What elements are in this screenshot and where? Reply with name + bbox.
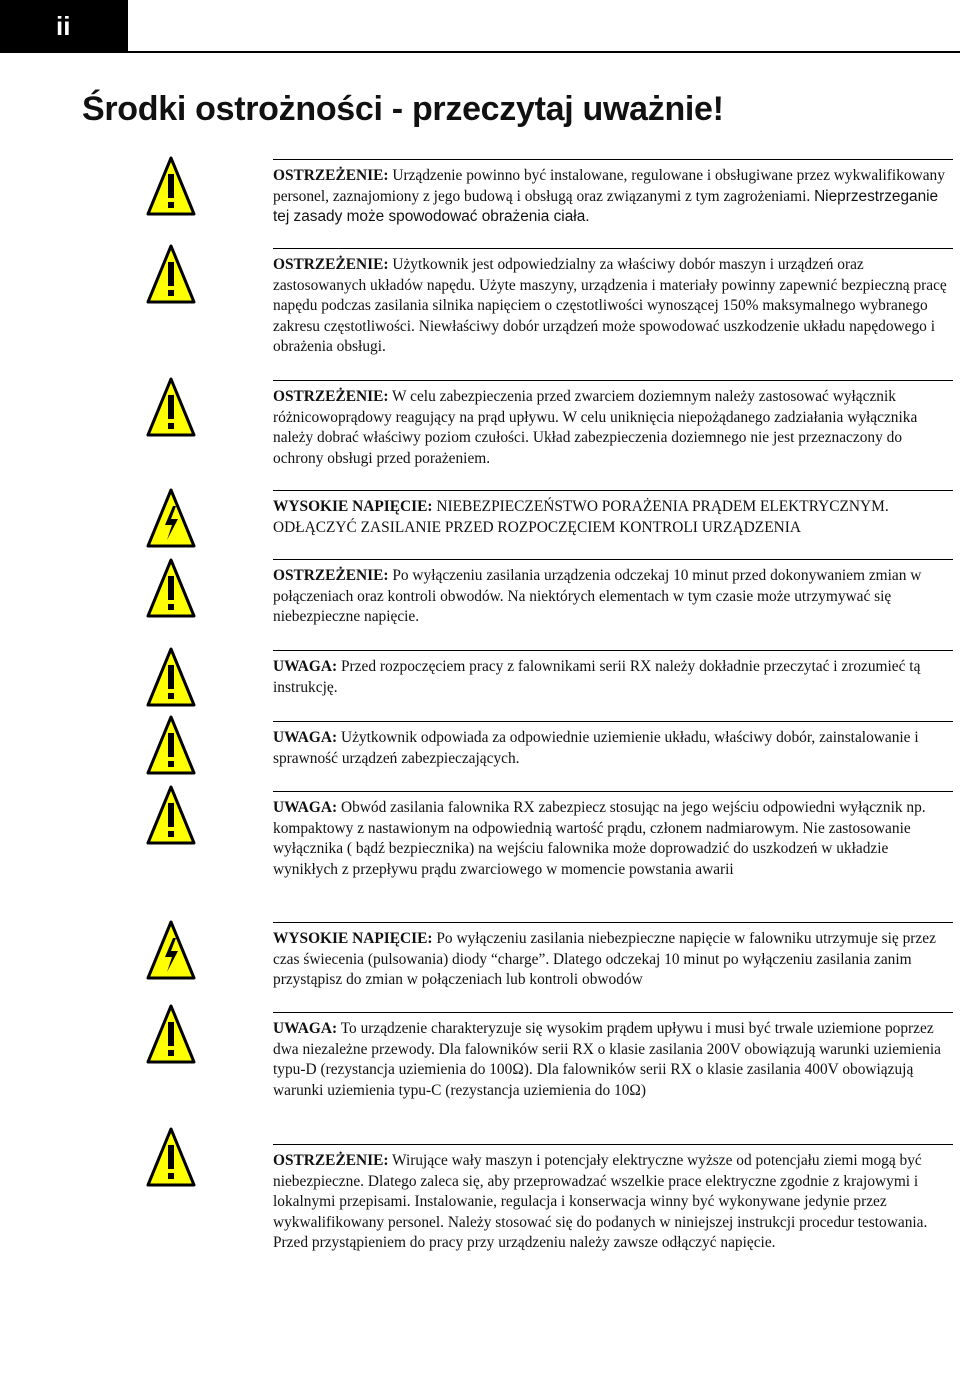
block-text: Użytkownik jest odpowiedzialny za właściwy dobór maszyn i urządzeń oraz zastosowanych układów napędu. Użyte maszyny, urządzenia i materiały powinny zapewnić bezpieczną pracę napędu podczas zasilania silnika napięciem o częstotliwości wynoszącej 150% maksymalnego wybranego zakresu częstotliwości. Niewłaściwy dobór urządzeń może spowodować uszkodzenie układu napędowego i obrażenia obsługi. — [273, 256, 947, 355]
header-rule — [128, 51, 960, 53]
block-label: UWAGA: — [273, 1020, 338, 1037]
warning-icon — [146, 377, 196, 437]
block-text: NIEBEZPIECZEŃSTWO PORAŻENIA PRĄDEM ELEKTRYCZNYM. ODŁĄCZYĆ ZASILANIE PRZED ROZPOCZĘCIEM KONTROLI URZĄDZENIA — [273, 498, 889, 536]
high-voltage-icon — [146, 920, 196, 980]
warning-block-10 — [273, 1012, 953, 1101]
block-text-sans: Nieprzestrzeganie tej zasady może spowodować obrażenia ciała. — [273, 187, 939, 225]
block-label: OSTRZEŻENIE: — [273, 388, 389, 405]
warning-icon — [146, 1127, 196, 1187]
page-title: Środki ostrożności - przeczytaj uważnie! — [82, 90, 724, 128]
block-label: WYSOKIE NAPIĘCIE: — [273, 498, 433, 515]
warning-block-8 — [273, 791, 953, 880]
warning-block-9 — [273, 922, 953, 991]
high-voltage-icon — [146, 488, 196, 548]
block-text: To urządzenie charakteryzuje się wysokim prądem upływu i musi być trwale uziemione poprzez dwa niezależne przewody. Dla falowników serii RX o klasie zasilania 200V obowiązują warunki uziemienia typu-D (rezystancja uziemienia do 100Ω). Dla falowników serii RX o klasie zasilania 400V obowiązują warunki uziemienia typu-C (rezystancja uziemienia do 10Ω) — [273, 1020, 941, 1099]
block-label: UWAGA: — [273, 799, 338, 816]
warning-icon — [146, 244, 196, 304]
block-text: Po wyłączeniu zasilania niebezpieczne napięcie w falowniku utrzymuje się przez czas świecenia (pulsowania) diody “charge”. Dlatego odczekaj 10 minut po wyłączeniu zasilania zanim przystąpisz do zmian w połączeniach lub kontroli obwodów — [273, 930, 936, 988]
page-number-tab — [0, 0, 128, 53]
warning-icon — [146, 156, 196, 216]
warning-block-6 — [273, 650, 953, 698]
block-label: OSTRZEŻENIE: — [273, 567, 389, 584]
warning-icon — [146, 558, 196, 618]
warning-block-3 — [273, 380, 953, 469]
warning-icon — [146, 647, 196, 707]
block-label: UWAGA: — [273, 658, 338, 675]
block-label: OSTRZEŻENIE: — [273, 167, 389, 184]
block-text: Obwód zasilania falownika RX zabezpiecz stosując na jego wejściu odpowiedni wyłącznik np. kompaktowy z nastawionym na odpowiednią wartość prądu, członem nadmiarowym. Nie zastosowanie wyłącznika ( bądź bezpiecznika) na wejściu falownika może doprowadzić do uszkodzeń w układzie wynikłych z przepływu prądu zwarciowego w momencie powstania awarii — [273, 799, 926, 878]
block-text: Wirujące wały maszyn i potencjały elektryczne wyższe od potencjału ziemi mogą być niebezpieczne. Dlatego zaleca się, aby przeprowadzać wszelkie prace elektryczne zgodnie z krajowymi i lokalnymi przepisami. Instalowanie, regulacja i konserwacja winny być wykonywane jedynie przez wykwalifikowany personel. Należy stosować się do podanych w niniejszej instrukcji procedur testowania. Przed przystąpieniem do pracy przy urządzeniu należy zawsze odłączyć napięcie. — [273, 1152, 928, 1251]
block-text: Użytkownik odpowiada za odpowiednie uziemienie układu, właściwy dobór, zainstalowanie i sprawność urządzeń zabezpieczających. — [273, 729, 919, 767]
warning-block-5 — [273, 559, 953, 628]
page-number: ii — [56, 11, 71, 41]
block-text: Przed rozpoczęciem pracy z falownikami serii RX należy dokładnie przeczytać i zrozumieć tą instrukcję. — [273, 658, 921, 696]
warning-block-11 — [273, 1144, 953, 1254]
block-text: Po wyłączeniu zasilania urządzenia odczekaj 10 minut przed dokonywaniem zmian w połączeniach oraz kontroli obwodów. Na niektórych elementach w tym czasie może utrzymywać się niebezpieczne napięcie. — [273, 567, 922, 625]
warning-icon — [146, 1004, 196, 1064]
warning-block-7 — [273, 721, 953, 769]
block-label: OSTRZEŻENIE: — [273, 256, 389, 273]
block-label: WYSOKIE NAPIĘCIE: — [273, 930, 433, 947]
warning-icon — [146, 715, 196, 775]
block-text: W celu zabezpieczenia przed zwarciem doziemnym należy zastosować wyłącznik różnicowoprądowy reagujący na prąd upływu. W celu uniknięcia niepożądanego zadziałania wyłącznika należy dobrać właściwy poziom czułości. Układ zabezpieczenia doziemnego nie jest przeznaczony do ochrony obsługi przed porażeniem. — [273, 388, 918, 467]
warning-block-1 — [273, 159, 953, 228]
block-label: OSTRZEŻENIE: — [273, 1152, 389, 1169]
warning-block-4 — [273, 490, 953, 538]
warning-icon — [146, 785, 196, 845]
block-text: Urządzenie powinno być instalowane, regulowane i obsługiwane przez wykwalifikowany personel, zaznajomiony z jego budową i obsługą oraz związanymi z tym zagrożeniami. — [273, 167, 945, 205]
block-label: UWAGA: — [273, 729, 338, 746]
warning-block-2 — [273, 248, 953, 358]
